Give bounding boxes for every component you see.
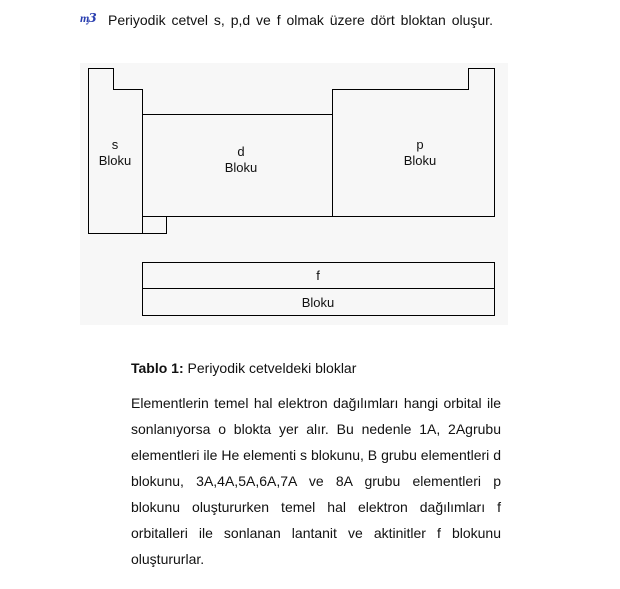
f-block-label: Bloku — [301, 295, 335, 310]
p-block-letter: p — [416, 137, 424, 152]
periodic-blocks-diagram — [80, 63, 508, 325]
s-block-letter: s — [111, 137, 119, 152]
bullet-item — [80, 8, 510, 32]
table-caption — [131, 360, 356, 376]
d-block-label: Bloku — [224, 160, 258, 175]
d-block-step — [143, 217, 167, 234]
d-block-letter: d — [237, 144, 245, 159]
bullet-text: Periyodik cetvel s, p,d ve f olmak üzere dört bloktan oluşur. — [108, 12, 493, 28]
caption-text: Periyodik cetveldeki bloklar — [183, 360, 357, 376]
p-block-shape — [333, 69, 495, 217]
blocks-svg — [80, 63, 508, 325]
p-block-label: Bloku — [403, 153, 437, 168]
body-paragraph: Elementlerin temel hal elektron dağılımları hangi orbital ile sonlanıyorsa o blokta yer alır. Bu nedenle 1A, 2Agrubu elementleri ile He elementi s blokunu, B grubu elementleri d blokunu, 3A,4A,5A,6A,7A ve 8A grubu elementleri p blokunu oluştururken temel hal elektron dağılımları f orbitalleri ile sonlanan lantanit ve aktinitler f blokunu oluştururlar. — [131, 395, 501, 567]
f-block-letter: f — [316, 268, 320, 283]
s-block-label: Bloku — [98, 153, 132, 168]
caption-number: Tablo 1: — [131, 360, 184, 376]
swirl-bullet-icon: ᶆ3 — [80, 11, 96, 25]
